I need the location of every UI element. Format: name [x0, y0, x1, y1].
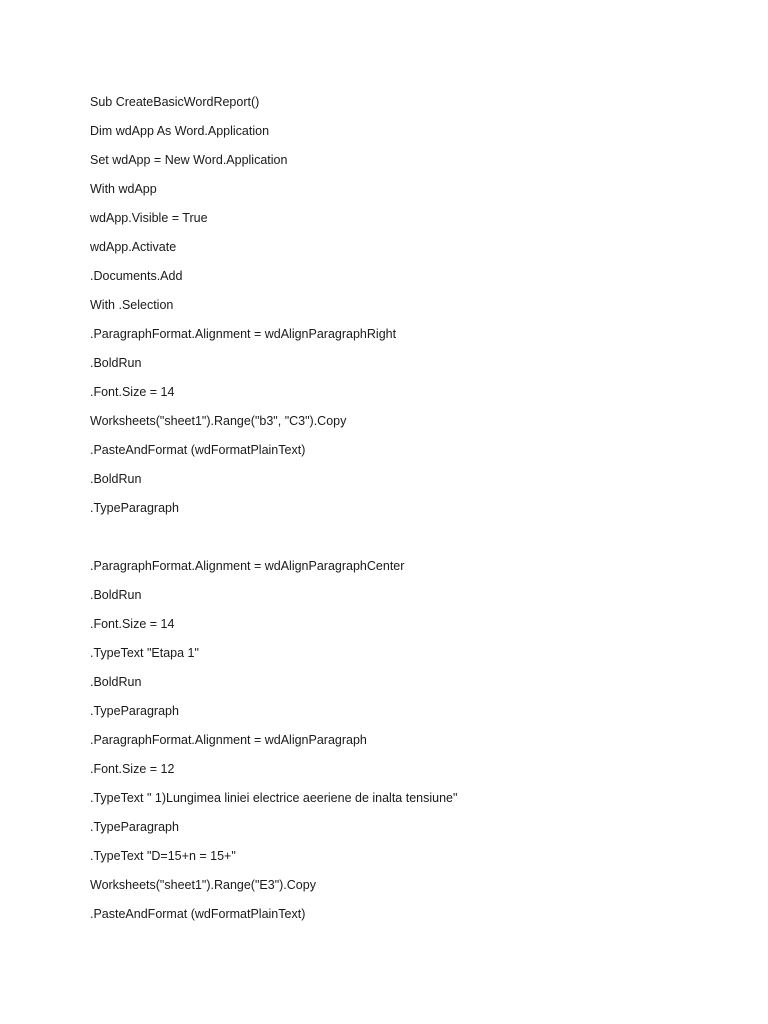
code-line: .TypeText " 1)Lungimea liniei electrice aeeriene de inalta tensiune": [90, 791, 458, 805]
code-line: .TypeText "D=15+n = 15+": [90, 849, 236, 863]
code-line: .PasteAndFormat (wdFormatPlainText): [90, 907, 306, 921]
code-line: .ParagraphFormat.Alignment = wdAlignParagraphRight: [90, 327, 397, 341]
code-line: .Font.Size = 14: [90, 385, 175, 399]
code-line: wdApp.Activate: [90, 240, 177, 254]
vba-code-listing: [90, 93, 730, 934]
code-line: With .Selection: [90, 298, 174, 312]
code-line: .TypeText "Etapa 1": [90, 646, 199, 660]
code-line: Sub CreateBasicWordReport(): [90, 95, 260, 109]
code-line: Dim wdApp As Word.Application: [90, 124, 270, 138]
code-line: .BoldRun: [90, 356, 142, 370]
code-line: Worksheets("sheet1").Range("E3").Copy: [90, 878, 316, 892]
code-line: .Documents.Add: [90, 269, 183, 283]
code-line: .BoldRun: [90, 588, 142, 602]
code-line: .TypeParagraph: [90, 501, 179, 515]
code-line: .BoldRun: [90, 472, 142, 486]
code-line: .BoldRun: [90, 675, 142, 689]
code-line: .PasteAndFormat (wdFormatPlainText): [90, 443, 306, 457]
code-line: With wdApp: [90, 182, 157, 196]
code-line: .ParagraphFormat.Alignment = wdAlignParagraphCenter: [90, 559, 405, 573]
code-line: .Font.Size = 14: [90, 617, 175, 631]
blank-line: [90, 528, 730, 557]
code-line: .Font.Size = 12: [90, 762, 175, 776]
code-line: Set wdApp = New Word.Application: [90, 153, 288, 167]
code-line: Worksheets("sheet1").Range("b3", "C3").Copy: [90, 414, 347, 428]
code-line: .TypeParagraph: [90, 820, 179, 834]
code-line: .TypeParagraph: [90, 704, 179, 718]
code-line: wdApp.Visible = True: [90, 211, 208, 225]
code-line: .ParagraphFormat.Alignment = wdAlignParagraph: [90, 733, 367, 747]
